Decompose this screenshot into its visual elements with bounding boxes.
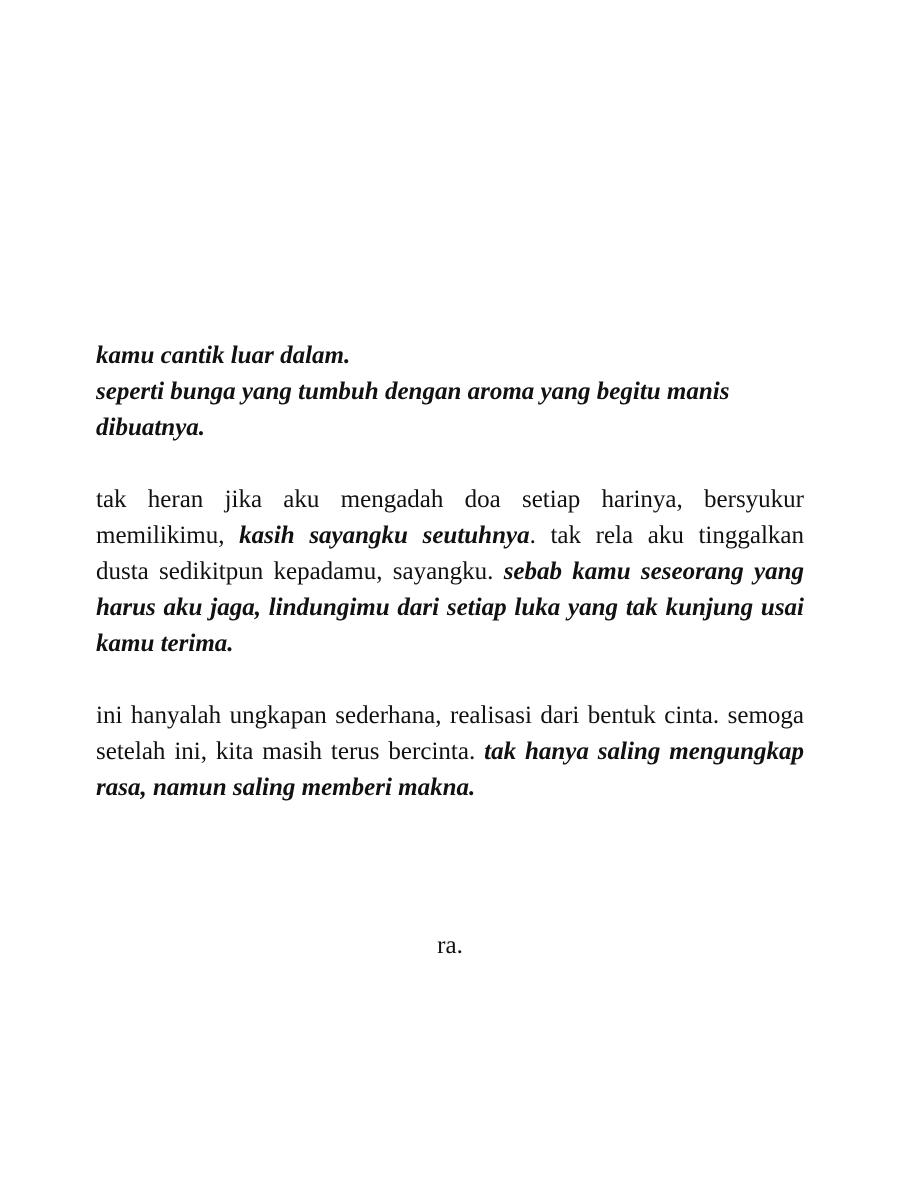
paragraph-3-emphasis-1: tak hanya saling mengungkap rasa, namun saling memberi makna. [96,738,805,801]
paragraph-2 [96,482,804,662]
paragraph-2-emphasis-1: kasih sayangku seutuhnya [239,522,530,549]
paragraph-2-text-1: tak heran jika aku mengadah doa setiap harinya, bersyukur memilikimu, [96,486,804,549]
intro-paragraph [96,338,804,446]
intro-line-2: seperti bunga yang tumbuh dengan aroma yang begitu manis dibuatnya. [96,378,730,441]
paragraph-2-emphasis-2: sebab kamu seseorang yang harus aku jaga, lindungimu dari setiap luka yang tak kunjung usai kamu terima. [96,558,804,657]
paragraph-3-text-1: ini hanyalah ungkapan sederhana, realisasi dari bentuk cinta. semoga setelah ini, kita masih terus bercinta. [96,702,804,765]
signature: ra. [437,932,463,959]
intro-line-1: kamu cantik luar dalam. [96,342,351,369]
paragraph-2-text-2: . tak rela aku tinggalkan dusta sedikitpun kepadamu, sayangku. [96,522,804,585]
paragraph-3 [96,698,804,806]
poem-body [96,338,804,806]
